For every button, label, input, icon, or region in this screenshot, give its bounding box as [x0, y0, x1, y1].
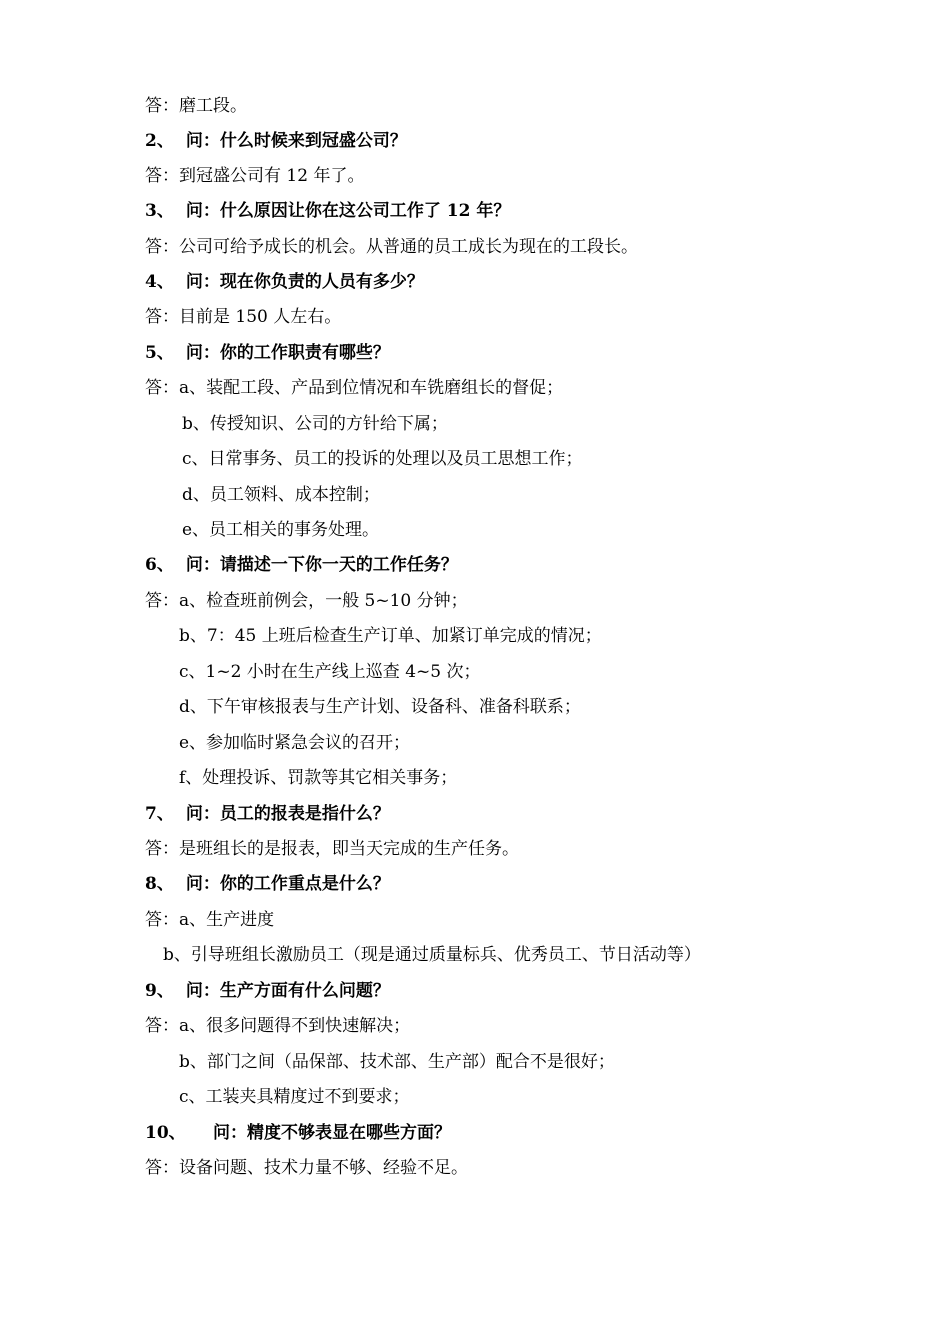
- answer-text: a、生产进度: [179, 910, 275, 930]
- answer-list-item: b、传授知识、公司的方针给下属；: [182, 414, 448, 434]
- question-line: [145, 980, 390, 1002]
- question-line: [145, 200, 510, 222]
- question-line: [145, 130, 407, 152]
- answer-list-item: e、员工相关的事务处理。: [182, 520, 380, 540]
- question-number: 6、: [145, 555, 174, 575]
- answer-prefix: 答：: [145, 839, 179, 859]
- answer-list-item: c、日常事务、员工的投诉的处理以及员工思想工作；: [182, 449, 583, 469]
- answer-list-item: c、工装夹具精度过不到要求；: [179, 1087, 410, 1107]
- answer-prefix: 答：: [145, 1016, 179, 1036]
- answer-text: a、很多问题得不到快速解决；: [179, 1016, 411, 1036]
- answer-text: a、装配工段、产品到位情况和车铣磨组长的督促；: [179, 378, 564, 398]
- question-number: 10、: [145, 1123, 186, 1143]
- answer-prefix: 答：: [145, 166, 179, 186]
- question-text: 问：请描述一下你一天的工作任务？: [185, 555, 458, 575]
- answer-text: 到冠盛公司有 12 年了。: [179, 166, 365, 186]
- question-line: [145, 1122, 451, 1144]
- question-text: 问：现在你负责的人员有多少？: [185, 272, 424, 292]
- question-line: [145, 342, 390, 364]
- answer-line: [145, 236, 638, 258]
- answer-text: a、检查班前例会，一般 5~10 分钟；: [179, 591, 468, 611]
- question-line: [145, 873, 390, 895]
- answer-line: [145, 838, 519, 860]
- question-text: 问：精度不够表显在哪些方面？: [213, 1123, 451, 1143]
- answer-line: [145, 377, 563, 399]
- question-text: 问：你的工作职责有哪些？: [185, 343, 390, 363]
- question-number: 5、: [145, 343, 174, 363]
- question-number: 7、: [145, 804, 174, 824]
- answer-prefix: 答：: [145, 96, 179, 116]
- question-text: 问：生产方面有什么问题？: [185, 981, 390, 1001]
- answer-prefix: 答：: [145, 378, 179, 398]
- answer-text: 设备问题、技术力量不够、经验不足。: [179, 1158, 468, 1178]
- answer-list-item: b、7：45 上班后检查生产订单、加紧订单完成的情况；: [179, 626, 602, 646]
- answer-line: [145, 95, 247, 117]
- answer-line: [145, 306, 341, 328]
- answer-list-item: d、下午审核报表与生产计划、设备科、准备科联系；: [179, 697, 581, 717]
- answer-prefix: 答：: [145, 307, 179, 327]
- question-number: 2、: [145, 131, 174, 151]
- answer-line: [145, 1015, 410, 1037]
- answer-list-item: f、处理投诉、罚款等其它相关事务；: [179, 768, 458, 788]
- answer-text: 磨工段。: [179, 96, 247, 116]
- question-line: [145, 271, 424, 293]
- answer-list-item: c、1~2 小时在生产线上巡查 4~5 次；: [179, 662, 481, 682]
- answer-list-item: b、引导班组长激励员工（现是通过质量标兵、优秀员工、节日活动等）: [163, 945, 701, 965]
- question-text: 问：什么原因让你在这公司工作了 12 年？: [185, 201, 511, 221]
- answer-line: [145, 1157, 468, 1179]
- answer-list-item: d、员工领料、成本控制；: [182, 485, 380, 505]
- answer-text: 是班组长的是报表，即当天完成的生产任务。: [179, 839, 519, 859]
- answer-text: 公司可给予成长的机会。从普通的员工成长为现在的工段长。: [179, 237, 638, 257]
- question-text: 问：什么时候来到冠盛公司？: [185, 131, 407, 151]
- answer-prefix: 答：: [145, 1158, 179, 1178]
- question-line: [145, 554, 458, 576]
- question-text: 问：员工的报表是指什么？: [185, 804, 390, 824]
- question-number: 3、: [145, 201, 174, 221]
- question-line: [145, 803, 390, 825]
- question-number: 8、: [145, 874, 174, 894]
- answer-line: [145, 165, 364, 187]
- question-number: 4、: [145, 272, 174, 292]
- answer-line: [145, 590, 468, 612]
- question-number: 9、: [145, 981, 174, 1001]
- answer-prefix: 答：: [145, 237, 179, 257]
- answer-text: 目前是 150 人左右。: [179, 307, 342, 327]
- answer-prefix: 答：: [145, 591, 179, 611]
- answer-prefix: 答：: [145, 910, 179, 930]
- answer-line: [145, 909, 274, 931]
- answer-list-item: b、部门之间（品保部、技术部、生产部）配合不是很好；: [179, 1052, 615, 1072]
- answer-list-item: e、参加临时紧急会议的召开；: [179, 733, 411, 753]
- question-text: 问：你的工作重点是什么？: [185, 874, 390, 894]
